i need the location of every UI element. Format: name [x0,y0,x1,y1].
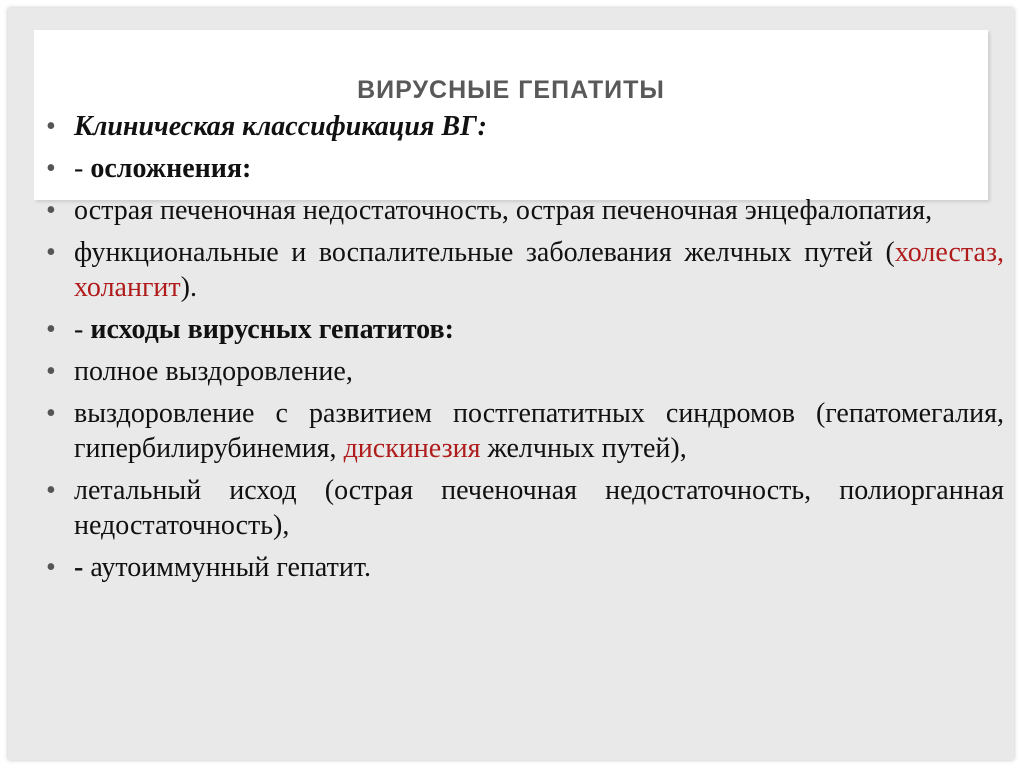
bullet-icon: • [46,475,56,506]
text-segment: исходы вирусных гепатитов: [90,314,454,345]
bullet-item [46,312,1004,347]
bullet-item [46,550,1004,585]
bullet-icon: • [46,111,56,142]
bullet-item [46,235,1004,305]
bullet-icon: • [46,153,56,184]
text-segment: аутоиммунный гепатит. [90,552,371,583]
bullet-text [74,109,1004,144]
slide-title: ВИРУСНЫЕ ГЕПАТИТЫ [357,76,665,104]
text-segment: - [74,314,91,345]
bullet-item [46,396,1004,466]
bullet-text [74,354,1004,389]
bullet-item [46,354,1004,389]
bullet-text [74,235,1004,305]
slide [8,8,1014,760]
text-segment: выздоровление с развитием постгепатитных синдромов (гепатомегалия, гипербилирубинемия, [74,398,1004,464]
bullet-text [74,550,1004,585]
bullet-item [46,193,1004,228]
text-segment: летальный исход (острая печеночная недостаточность, полиорганная недостаточность), [74,475,1004,541]
text-segment: острая печеночная недостаточность, острая печеночная энцефалопатия, [74,195,933,226]
bullet-text [74,473,1004,543]
text-segment: функциональные и воспалительные заболевания желчных путей ( [74,237,895,268]
bullet-item [46,109,1004,144]
highlighted-term: холестаз, холангит [74,237,1004,303]
bullet-icon: • [46,552,56,583]
bullet-icon: • [46,195,56,226]
bullet-icon: • [46,356,56,387]
text-segment: - [74,153,91,184]
text-segment: ). [180,272,197,303]
bullet-icon: • [46,398,56,429]
text-segment: желчных путей), [480,433,687,464]
bullet-item [46,473,1004,543]
text-segment: осложнения: [90,153,252,184]
bullet-text [74,193,1004,228]
bullet-icon: • [46,314,56,345]
text-segment: полное выздоровление, [74,356,353,387]
bullet-text [74,151,1004,186]
bullet-icon: • [46,237,56,268]
highlighted-term: дискинезия [343,433,481,464]
bullet-list [46,109,1004,592]
bullet-text [74,396,1004,466]
bullet-item [46,151,1004,186]
text-segment: Клиническая классификация ВГ: [74,111,487,142]
bullet-text [74,312,1004,347]
text-segment: - [74,552,91,583]
